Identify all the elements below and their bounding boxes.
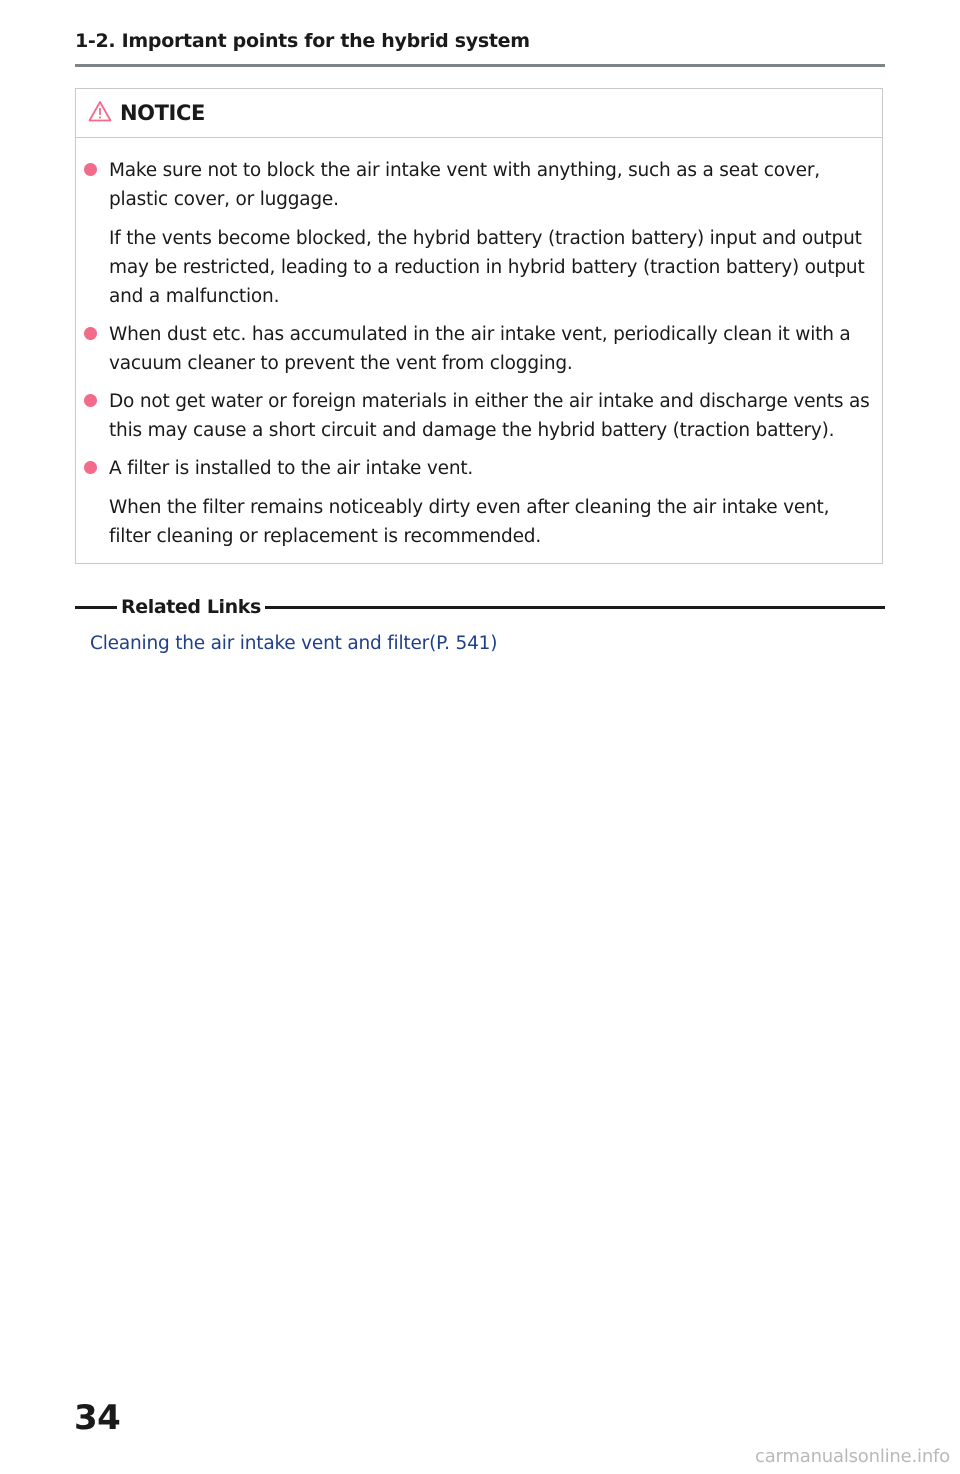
notice-title: NOTICE <box>120 101 205 125</box>
notice-item <box>84 156 872 311</box>
page-number: 34 <box>74 1398 121 1438</box>
notice-paragraph: When the filter remains noticeably dirty even after cleaning the air intake vent, filter cleaning or replacement is recommended. <box>109 497 830 547</box>
section-header: 1-2. Important points for the hybrid system <box>75 30 530 52</box>
notice-item <box>84 454 872 551</box>
divider <box>75 606 117 609</box>
bullet-icon <box>84 394 97 407</box>
notice-box <box>75 88 883 564</box>
notice-body <box>76 138 882 551</box>
notice-paragraph: If the vents become blocked, the hybrid battery (traction battery) input and output may be restricted, leading to a reduction in hybrid battery (traction battery) output and a malfunction. <box>109 228 865 307</box>
related-link[interactable]: Cleaning the air intake vent and filter(P. 541) <box>90 633 498 654</box>
notice-header <box>76 89 882 138</box>
related-links-label: Related Links <box>121 596 261 618</box>
notice-item <box>84 387 872 445</box>
divider <box>265 606 885 609</box>
notice-item <box>84 320 872 378</box>
related-links-heading <box>75 594 885 620</box>
notice-paragraph: Do not get water or foreign materials in either the air intake and discharge vents as this may cause a short circuit and damage the hybrid battery (traction battery). <box>109 391 870 441</box>
bullet-icon <box>84 461 97 474</box>
notice-paragraph: A filter is installed to the air intake vent. <box>109 458 474 479</box>
watermark: carmanualsonline.info <box>755 1446 950 1467</box>
notice-paragraph: When dust etc. has accumulated in the air intake vent, periodically clean it with a vacuum cleaner to prevent the vent from clogging. <box>109 324 851 374</box>
bullet-icon <box>84 327 97 340</box>
notice-paragraph: Make sure not to block the air intake vent with anything, such as a seat cover, plastic cover, or luggage. <box>109 160 820 210</box>
header-rule <box>75 64 885 67</box>
warning-triangle-icon <box>88 100 120 126</box>
bullet-icon <box>84 163 97 176</box>
